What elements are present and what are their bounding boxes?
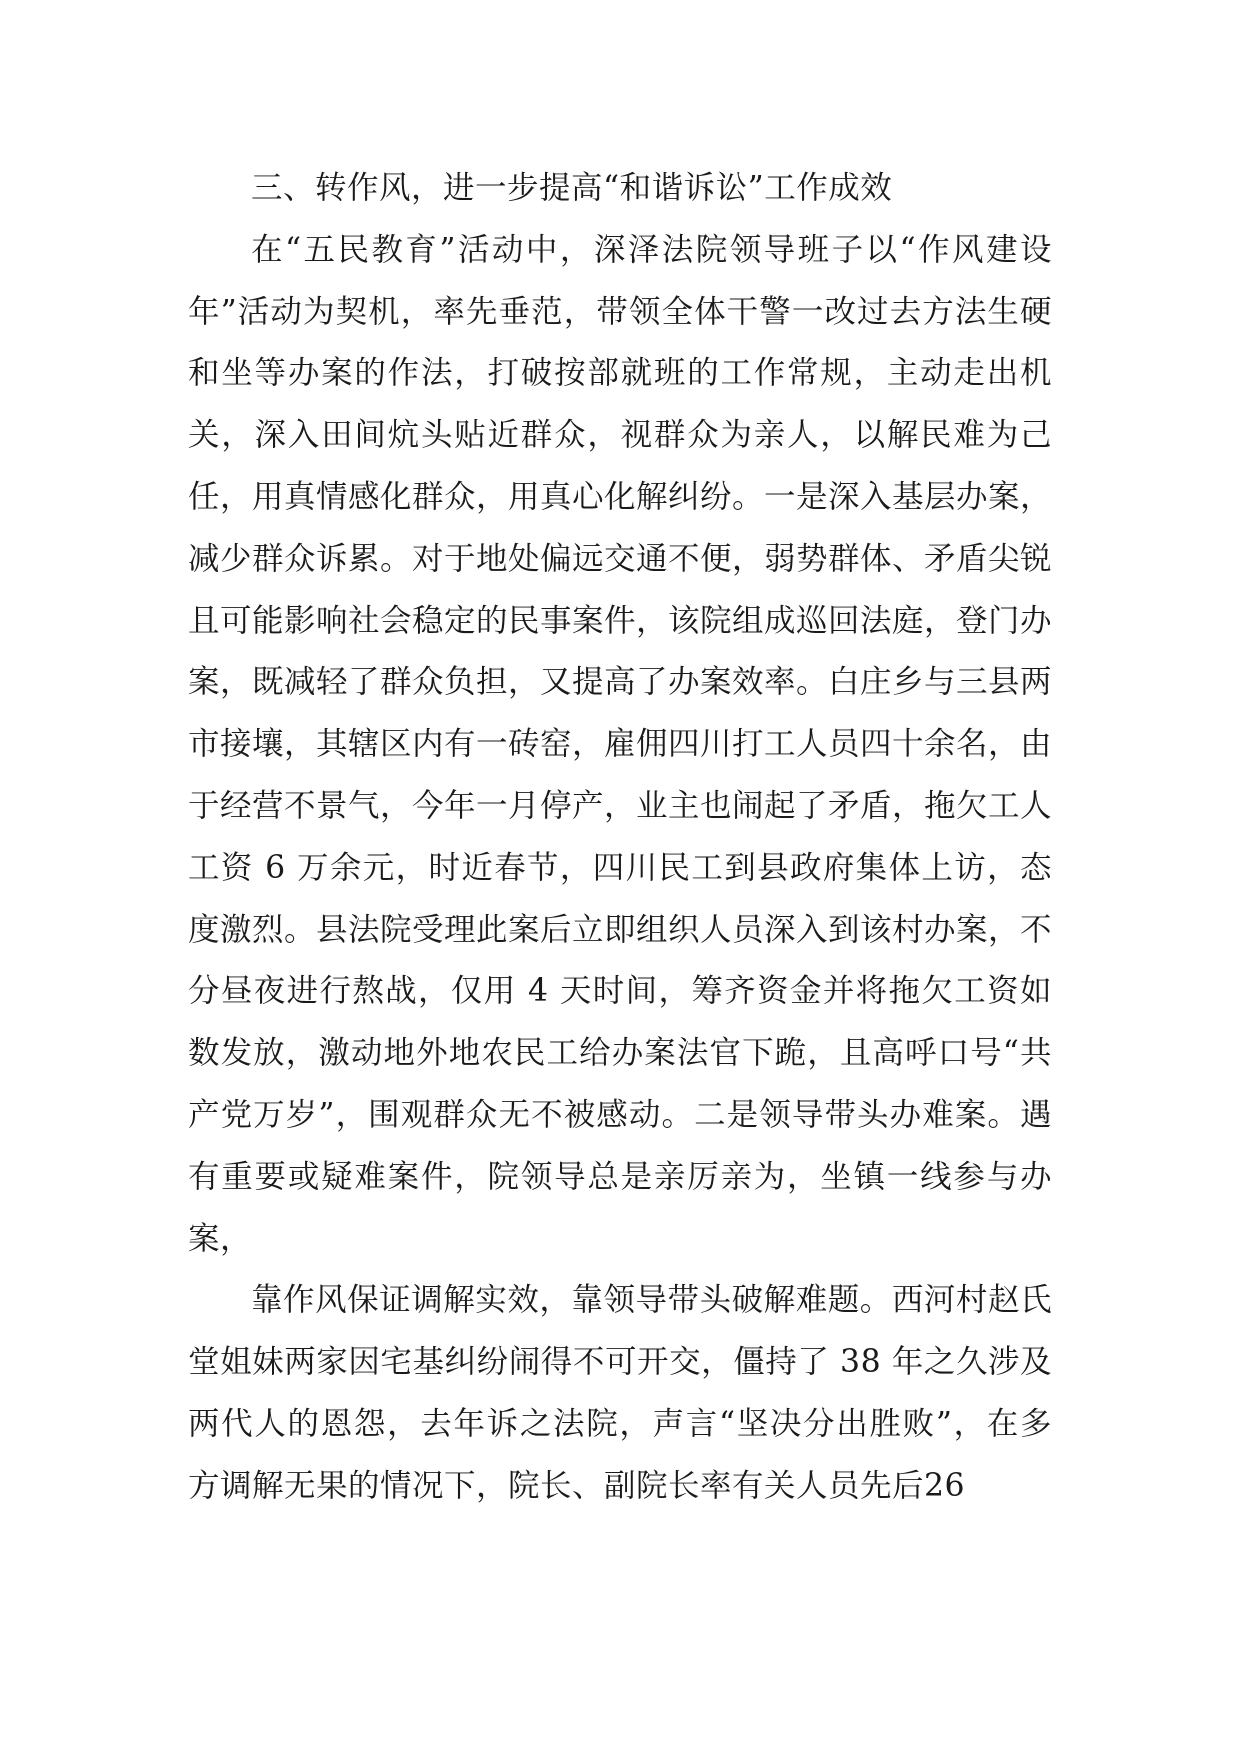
paragraph-2: 靠作风保证调解实效，靠领导带头破解难题。西河村赵氏堂姐妹两家因宅基纠纷闹得不可开交，僵持了 38 年之久涉及两代人的恩怨，去年诉之法院，声言“坚决分出胜败”，在多方调解无果的情况下，院长、副院长率有关人员先后26	[188, 1282, 1052, 1504]
section-heading: 三、转作风，进一步提高“和谐诉讼”工作成效	[251, 170, 893, 206]
document-body	[188, 158, 1052, 1518]
paragraph-1: 在“五民教育”活动中，深泽法院领导班子以“作风建设年”活动为契机，率先垂范，带领全体干警一改过去方法生硬和坐等办案的作法，打破按部就班的工作常规，主动走出机关，深入田间炕头贴近群众，视群众为亲人，以解民难为己任，用真情感化群众，用真心化解纠纷。一是深入基层办案，减少群众诉累。对于地处偏远交通不便，弱势群体、矛盾尖锐且可能影响社会稳定的民事案件，该院组成巡回法庭，登门办案，既减轻了群众负担，又提高了办案效率。白庄乡与三县两市接壤，其辖区内有一砖窑，雇佣四川打工人员四十余名，由于经营不景气，今年一月停产，业主也闹起了矛盾，拖欠工人工资 6 万余元，时近春节，四川民工到县政府集体上访，态度激烈。县法院受理此案后立即组织人员深入到该村办案，不分昼夜进行熬战，仅用 4 天时间，筹齐资金并将拖欠工资如数发放，激动地外地农民工给办案法官下跪，且高呼口号“共产党万岁”，围观群众无不被感动。二是领导带头办难案。遇有重要或疑难案件，院领导总是亲厉亲为，坐镇一线参与办案，	[188, 231, 1053, 1257]
